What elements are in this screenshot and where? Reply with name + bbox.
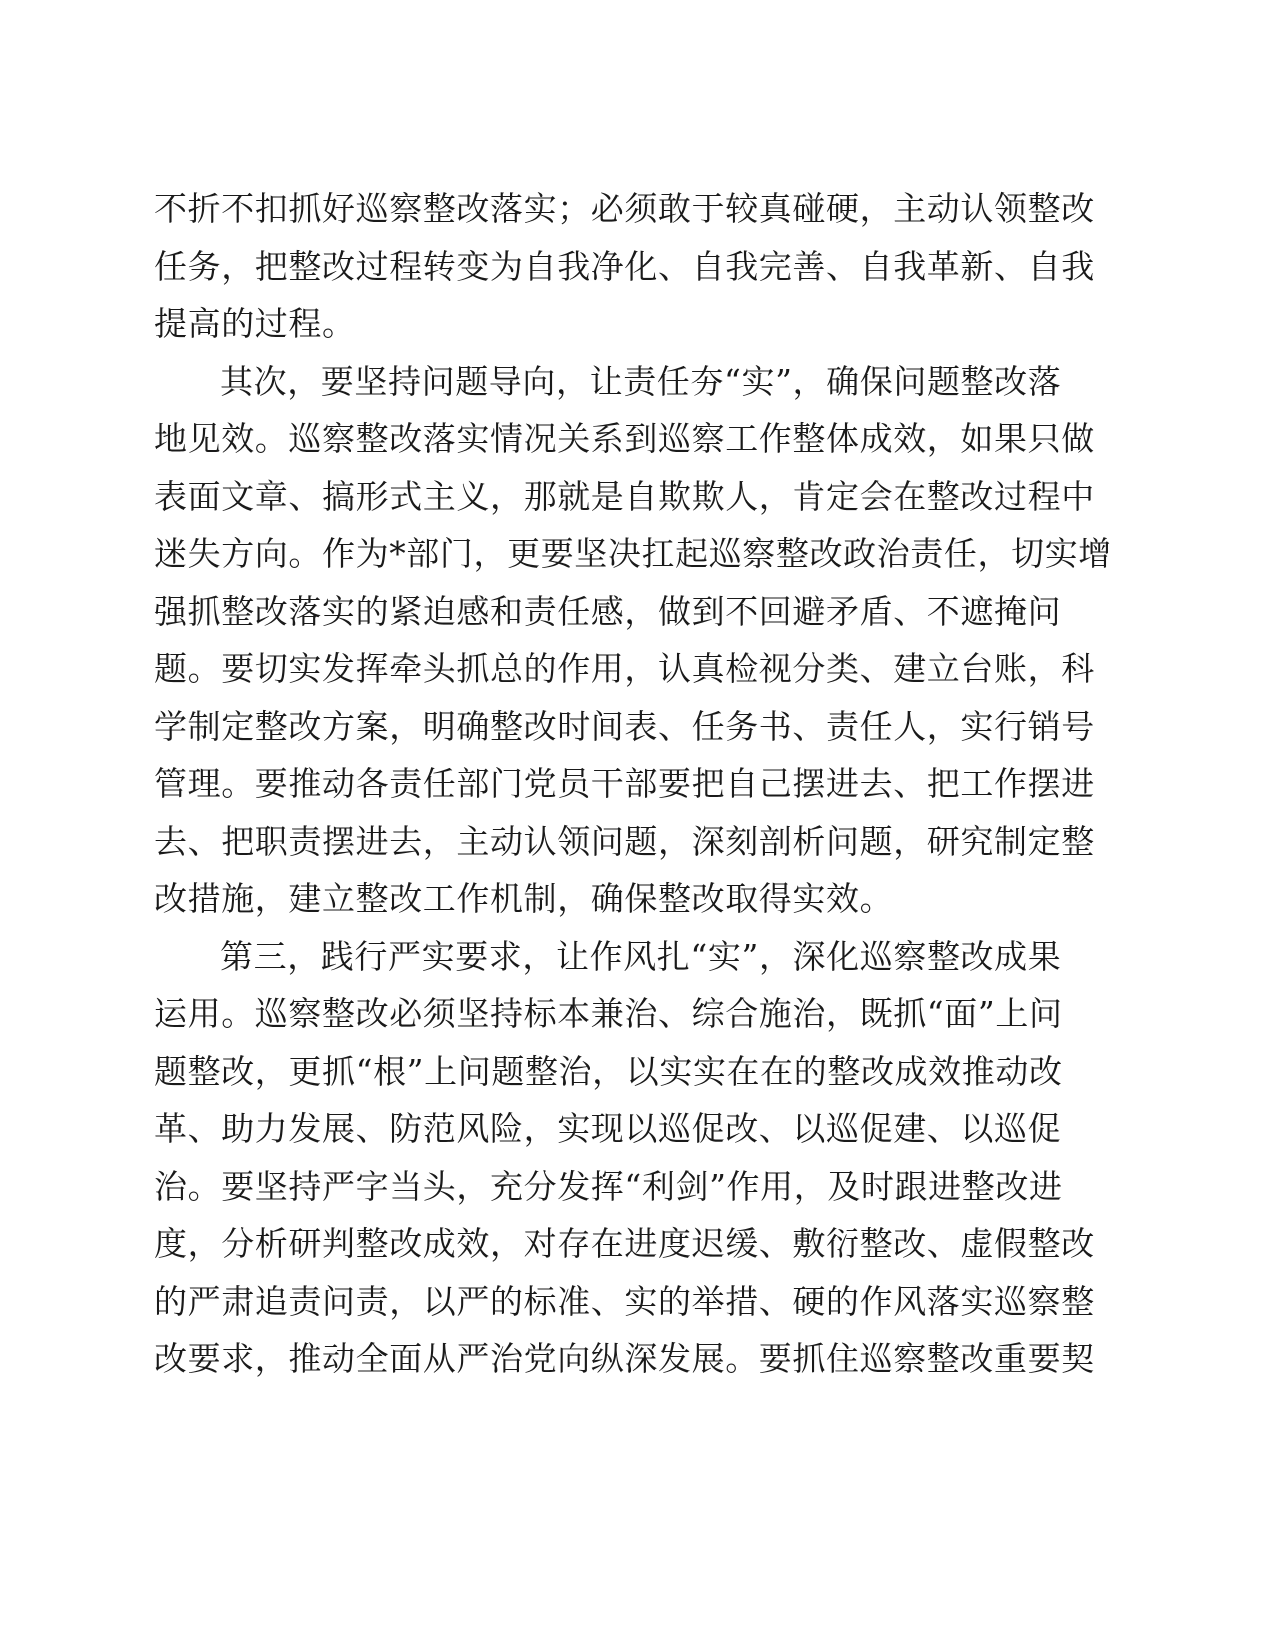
text-line: 的严肃追责问责，以严的标准、实的举措、硬的作风落实巡察整 bbox=[154, 1281, 1095, 1321]
text-line: 不折不扣抓好巡察整改落实；必须敢于较真碰硬，主动认领整改 bbox=[154, 189, 1095, 228]
paragraph-start-line: 其次，要坚持问题导向，让责任夯“实”，确保问题整改落 bbox=[220, 361, 1062, 401]
text-line: 表面文章、搞形式主义，那就是自欺欺人，肯定会在整改过程中 bbox=[154, 476, 1095, 516]
text-line: 任务，把整改过程转变为自我净化、自我完善、自我革新、自我 bbox=[154, 246, 1095, 286]
text-line: 学制定整改方案，明确整改时间表、任务书、责任人，实行销号 bbox=[154, 706, 1095, 746]
text-line: 题。要切实发挥牵头抓总的作用，认真检视分类、建立台账，科 bbox=[154, 649, 1095, 688]
text-line: 治。要坚持严字当头，充分发挥“利剑”作用，及时跟进整改进 bbox=[154, 1166, 1063, 1206]
text-line: 改要求，推动全面从严治党向纵深发展。要抓住巡察整改重要契 bbox=[154, 1339, 1095, 1378]
text-line: 度，分析研判整改成效，对存在进度迟缓、敷衍整改、虚假整改 bbox=[154, 1224, 1095, 1263]
text-line: 题整改，更抓“根”上问题整治，以实实在在的整改成效推动改 bbox=[154, 1051, 1063, 1091]
document-body bbox=[154, 180, 1112, 1388]
text-line: 革、助力发展、防范风险，实现以巡促改、以巡促建、以巡促 bbox=[154, 1109, 1062, 1148]
paragraph-start-line: 第三，践行严实要求，让作风扎“实”，深化巡察整改成果 bbox=[220, 936, 1062, 976]
text-line: 强抓整改落实的紧迫感和责任感，做到不回避矛盾、不遮掩问 bbox=[154, 591, 1062, 631]
text-line: 管理。要推动各责任部门党员干部要把自己摆进去、把工作摆进 bbox=[154, 764, 1095, 803]
text-line: 提高的过程。 bbox=[154, 304, 356, 343]
text-line: 地见效。巡察整改落实情况关系到巡察工作整体成效，如果只做 bbox=[154, 419, 1095, 458]
text-line: 迷失方向。作为*部门，更要坚决扛起巡察整改政治责任，切实增 bbox=[154, 534, 1112, 573]
text-line: 改措施，建立整改工作机制，确保整改取得实效。 bbox=[154, 879, 894, 918]
text-line: 去、把职责摆进去，主动认领问题，深刻剖析问题，研究制定整 bbox=[154, 821, 1095, 861]
text-line: 运用。巡察整改必须坚持标本兼治、综合施治，既抓“面”上问 bbox=[154, 994, 1063, 1033]
